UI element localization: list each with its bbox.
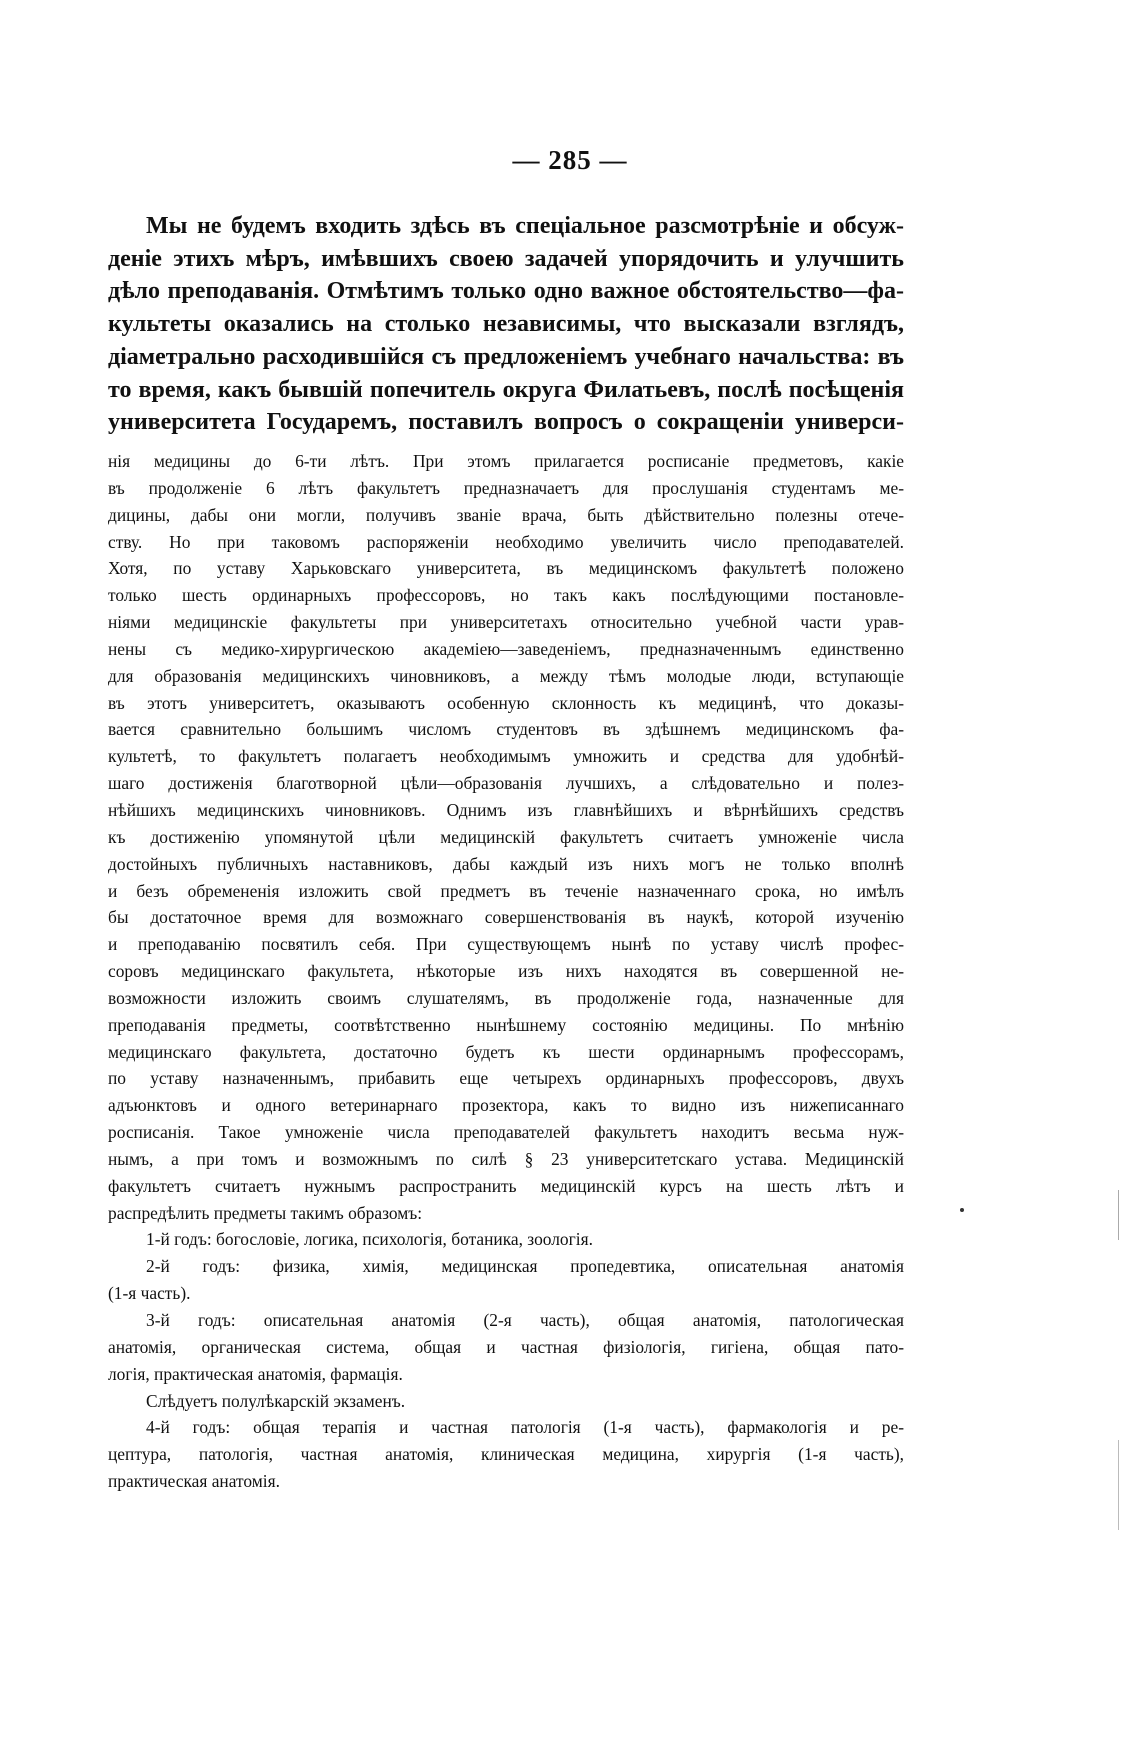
text-line: медицинскаго факультета, достаточно будетъ къ шести ординарнымъ профессорамъ,	[108, 1041, 904, 1062]
text-line: въ продолженіе 6 лѣтъ факультетъ предназначаетъ для прослушанія студентамъ ме-	[108, 477, 904, 498]
course-line: 4-й годъ: общая терапія и частная патологія (1-я часть), фармакологія и ре-	[146, 1417, 904, 1438]
text-line: только шесть ординарныхъ профессоровъ, но такъ какъ послѣдующими постановле-	[108, 585, 904, 606]
course-line: 3-й годъ: описательная анатомія (2-я часть), общая анатомія, патологическая	[146, 1310, 904, 1330]
text-line: Хотя, по уставу Харьковскаго университета, въ медицинскомъ факультетѣ положено	[108, 558, 904, 579]
text-line: по уставу назначеннымъ, прибавить еще четырехъ ординарныхъ профессоровъ, двухъ	[108, 1068, 904, 1089]
text-line: культетѣ, то факультетъ полагаетъ необходимымъ умножить и средства для удобнѣй-	[108, 746, 904, 767]
text-line: бы достаточное время для возможнаго совершенствованія въ наукѣ, которой изученію	[108, 907, 904, 928]
course-line: логія, практическая анатомія, фармація.	[108, 1363, 403, 1384]
text-line: то время, какъ бывшій попечитель округа Филатьевъ, послѣ посѣщенія	[108, 376, 904, 403]
text-line: распредѣлить предметы такимъ образомъ:	[108, 1202, 423, 1223]
scan-edge-line	[1118, 1190, 1119, 1240]
text-line: нымъ, а при томъ и возможнымъ по силѣ § 23 университетскаго устава. Медицинскій	[108, 1148, 904, 1169]
text-line: факультетъ считаетъ нужнымъ распространить медицинскій курсъ на шесть лѣтъ и	[108, 1175, 904, 1196]
text-line: дицины, дабы они могли, получивъ званіе врача, быть дѣйствительно полезны отече-	[108, 504, 904, 525]
text-line: университета Государемъ, поставилъ вопросъ о сокращеніи универси-	[108, 409, 904, 436]
text-line: деніе этихъ мѣръ, имѣвшихъ своею задачей упорядочить и улучшить	[108, 245, 904, 272]
text-line: нены съ медико-хирургическою академіею—заведеніемъ, предназначеннымъ единственно	[108, 638, 904, 659]
text-line: и преподаванію посвятилъ себя. При существующемъ нынѣ по уставу числѣ профес-	[108, 934, 904, 955]
course-line: цептура, патологія, частная анатомія, клиническая медицина, хирургія (1-я часть),	[108, 1444, 904, 1465]
text-line: въ этотъ университетъ, оказываютъ особенную склонность къ медицинѣ, что доказы-	[108, 692, 904, 713]
text-line: діаметрально расходившійся съ предложеніемъ учебнаго начальства: въ	[108, 343, 904, 370]
text-line: культеты оказались на столько независимы, что высказали взглядъ,	[108, 311, 904, 338]
quoted-report-paragraph	[108, 448, 904, 1495]
text-line: для образованія медицинскихъ чиновниковъ, а между тѣмъ молодые люди, вступающіе	[108, 665, 904, 686]
text-line: и безъ обремененія изложить свой предметъ въ теченіе назначеннаго срока, но имѣлъ	[108, 880, 904, 901]
text-line: нѣйшихъ медицинскихъ чиновниковъ. Однимъ изъ главнѣйшихъ и вѣрнѣйшихъ средствъ	[108, 799, 904, 820]
page-number: — 285 —	[512, 145, 628, 175]
text-line: возможности изложить своимъ слушателямъ, въ продолженіе года, назначенные для	[108, 987, 904, 1008]
text-line: адъюнктовъ и одного ветеринарнаго прозектора, какъ то видно изъ нижеписаннаго	[108, 1095, 904, 1116]
course-line: практическая анатомія.	[108, 1471, 280, 1492]
course-line: Слѣдуетъ полулѣкарскій экзаменъ.	[146, 1390, 406, 1411]
course-line: анатомія, органическая система, общая и частная физіологія, гигіена, общая пато-	[108, 1336, 904, 1357]
text-line: дѣло преподаванія. Отмѣтимъ только одно важное обстоятельство—фа-	[108, 278, 904, 305]
text-line: ству. Но при таковомъ распоряженіи необходимо увеличить число преподавателей.	[108, 531, 904, 552]
text-line: шаго достиженія благотворной цѣли—образованія лучшихъ, а слѣдовательно и полез-	[108, 773, 904, 794]
text-line: преподаванія предметы, соотвѣтственно нынѣшнему состоянію медицины. По мнѣнію	[108, 1014, 904, 1035]
text-line: росписанія. Такое умноженіе числа преподавателей факультетъ находитъ весьма нуж-	[108, 1122, 904, 1143]
text-line: къ достиженію упомянутой цѣли медицинскій факультетъ считаетъ умноженіе числа	[108, 826, 904, 847]
main-paragraph	[108, 210, 904, 439]
text-line: Мы не будемъ входить здѣсь въ спеціальное разсмотрѣніе и обсуж-	[146, 213, 904, 239]
course-line: 2-й годъ: физика, химія, медицинская пропедевтика, описательная анатомія	[146, 1256, 904, 1277]
scan-speck	[960, 1208, 964, 1212]
text-line: достойныхъ публичныхъ наставниковъ, дабы каждый изъ нихъ могъ не только вполнѣ	[108, 853, 904, 874]
course-line: (1-я часть).	[108, 1283, 191, 1304]
text-line: нія медицины до 6-ти лѣтъ. При этомъ прилагается росписаніе предметовъ, какіе	[108, 451, 904, 471]
scan-edge-line-lower	[1118, 1440, 1119, 1530]
text-line: соровъ медицинскаго факультета, нѣкоторые изъ нихъ находятся въ совершенной не-	[108, 961, 904, 982]
text-line: вается сравнительно большимъ числомъ студентовъ въ здѣшнемъ медицинскомъ фа-	[108, 719, 904, 740]
course-line: 1-й годъ: богословіе, логика, психологія, ботаника, зоологія.	[146, 1229, 593, 1250]
text-line: ніями медицинскіе факультеты при университетахъ относительно учебной части урав-	[108, 612, 904, 633]
